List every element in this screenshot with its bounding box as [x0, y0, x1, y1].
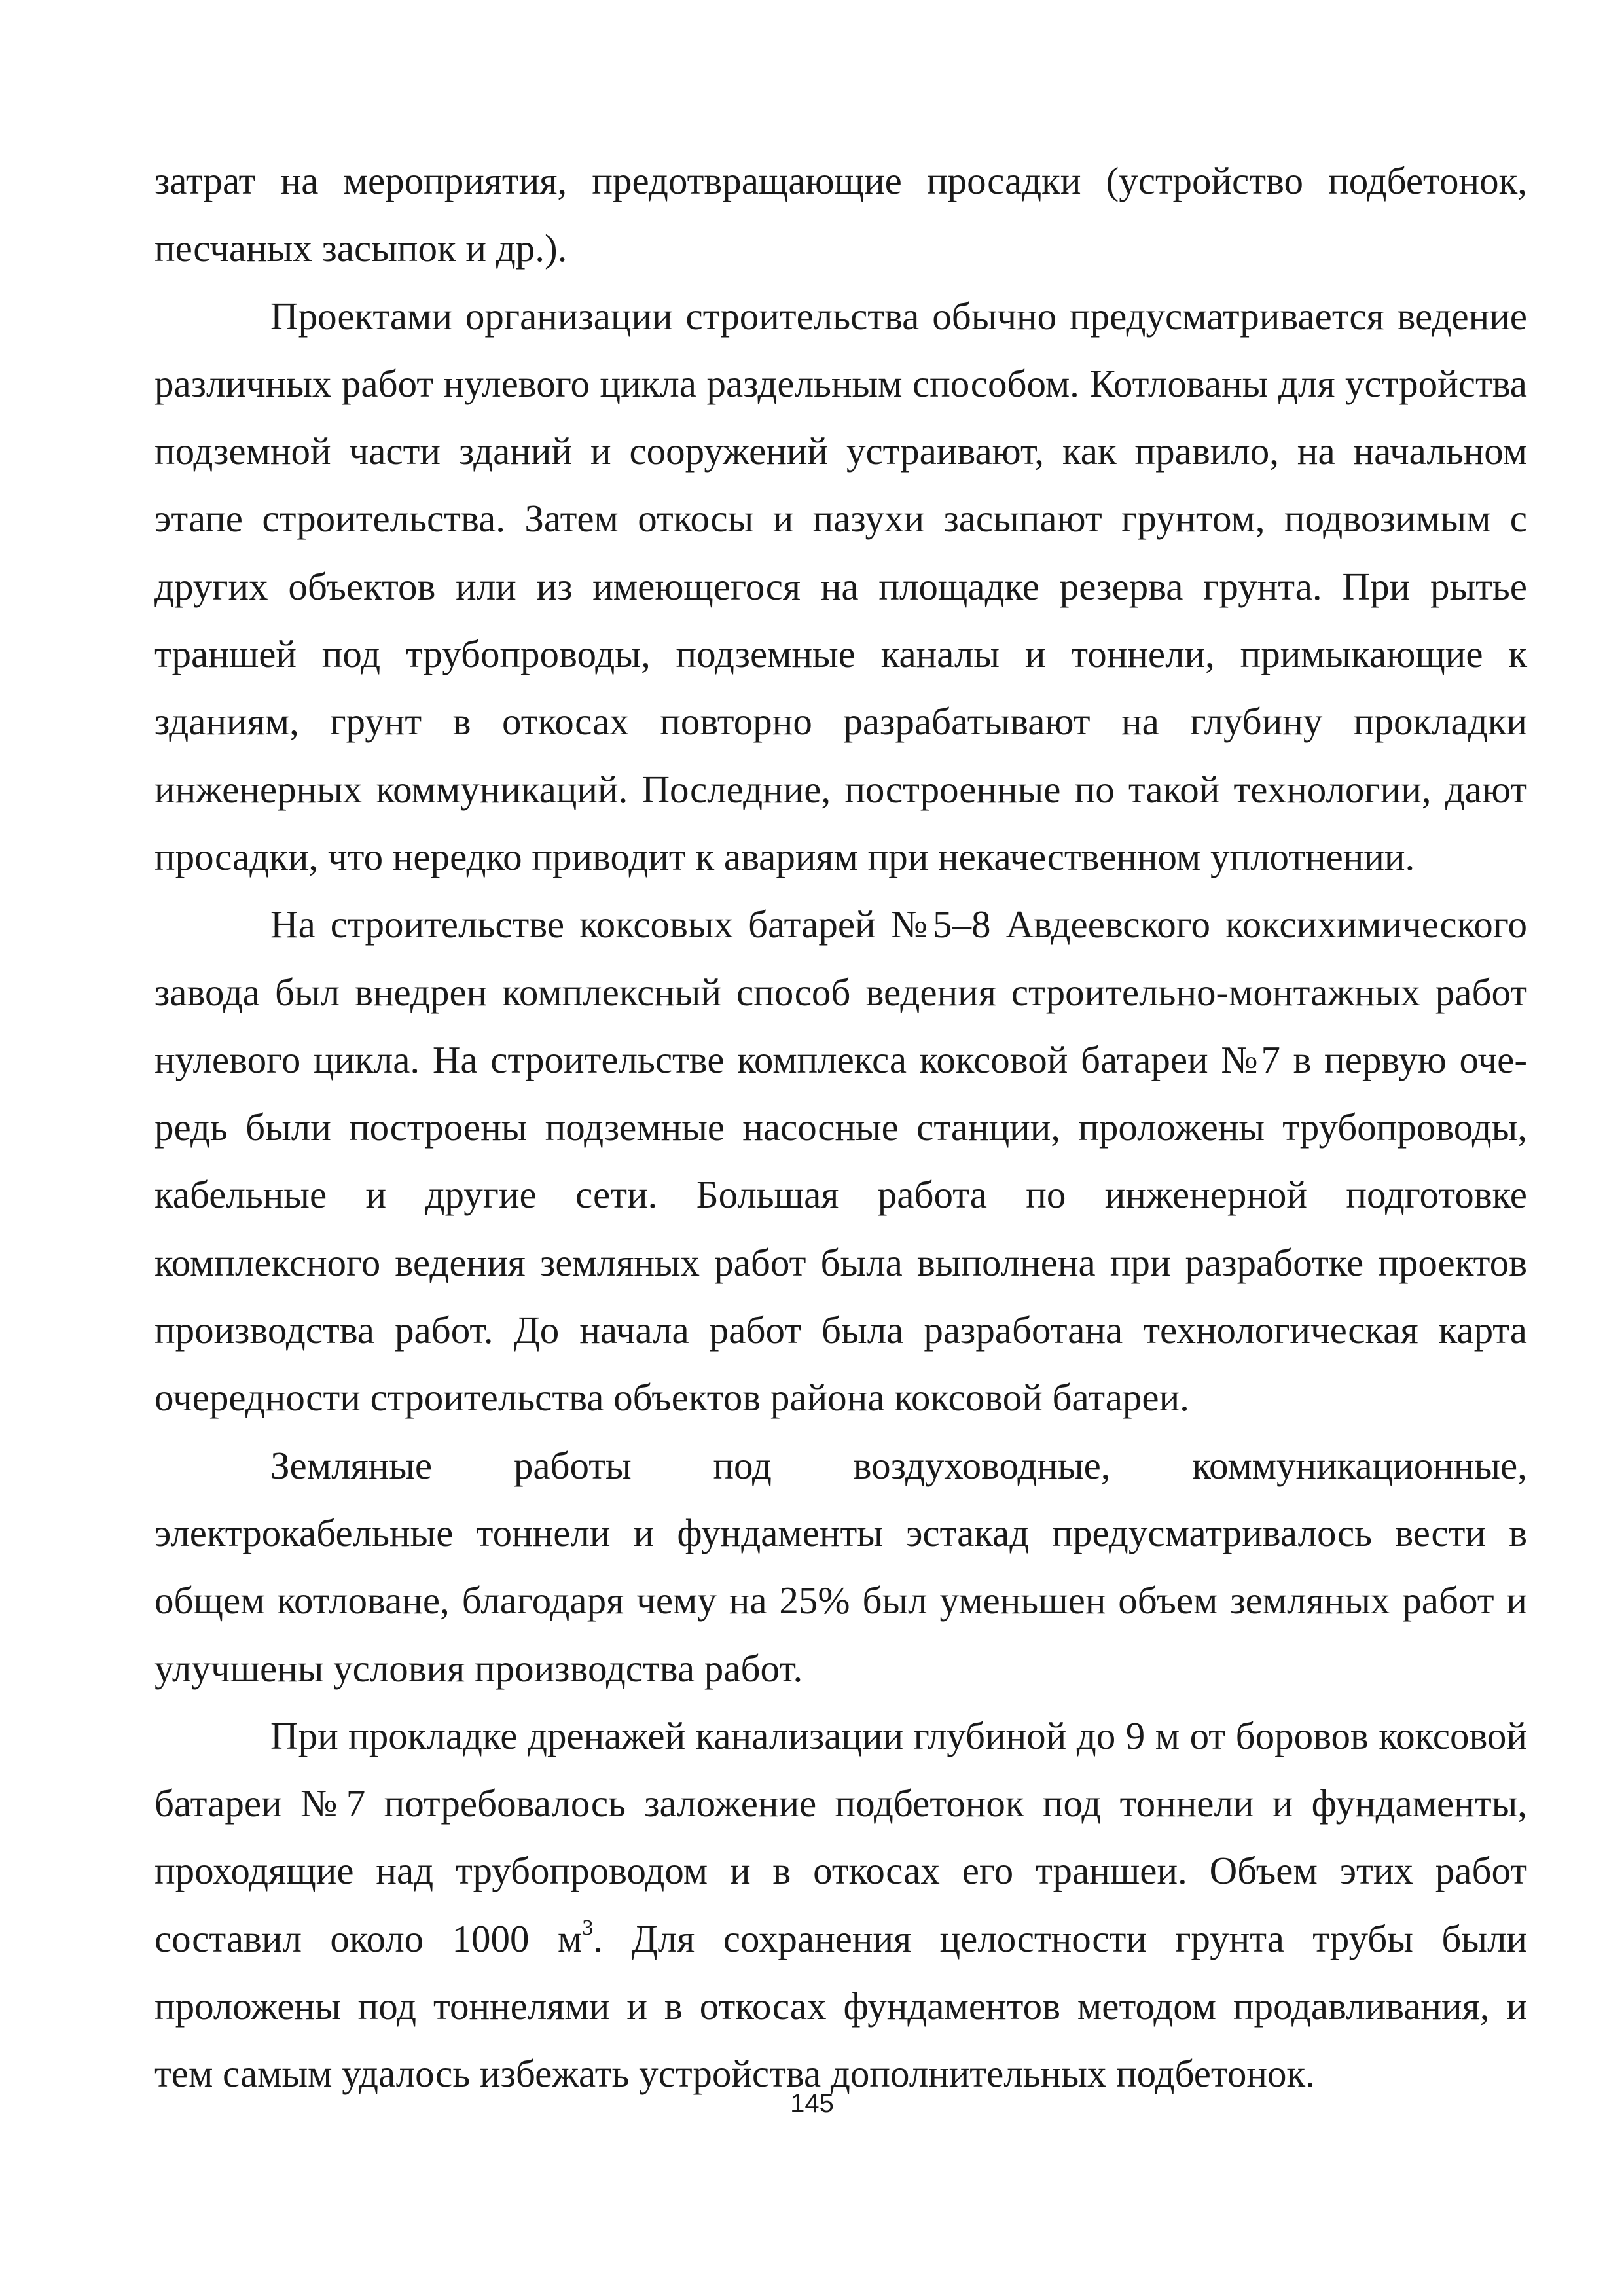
page-number: 145 — [790, 2089, 834, 2118]
paragraph-5 — [154, 1702, 1527, 2108]
paragraph-4: Земляные работы под воздуховодные, коммуникационные, электрокабельные тоннели и фундаменты эстакад предусматривалось вести в общем котловане, благодаря чему на 25% был уменьшен объем земляных работ и улучшены условия производства работ. — [154, 1443, 1527, 1690]
body-text — [154, 147, 1527, 2108]
paragraph-5-text-end: . Для сохранения целостности грунта трубы были проложены под тоннелями и в откосах фундаментов методом продавливания, и тем самым удалось избежать устройства дополнительных подбетонок. — [154, 1916, 1528, 2096]
paragraph-5-text-start: При прокладке дренажей канализации глубиной до 9 м от боровов коксовой батареи №7 потребовалось заложение подбетонок под тоннели и фундаменты, проходящие над трубопроводом и в откосах его траншеи. Объем этих работ составил около 1000 м — [154, 1713, 1527, 1960]
paragraph-1: затрат на мероприятия, предотвращающие просадки (устройство подбетонок, песчаных засыпок и др.). — [154, 159, 1527, 270]
paragraph-3: На строительстве коксовых батарей №5–8 Авдеевского коксихимического завода был внедрен комплексный способ ведения строительно-монтажных работ нулевого цикла. На строительстве комплекса коксовой батареи №7 в первую очередь были построены подземные насосные станции, проложены трубопроводы, кабельные и другие сети. Большая работа по инженерной подготовке комплексного ведения земляных работ была выполнена при разработке проектов производства работ. До начала работ была разработана технологическая карта очередности строительства объектов района коксовой батареи. — [154, 903, 1527, 1420]
cubic-superscript: 3 — [582, 1915, 594, 1940]
paragraph-2: Проектами организации строительства обычно предусматривается ведение различных работ нулевого цикла раздельным способом. Котлованы для устройства подземной части зданий и сооружений устраивают, как правило, на начальном этапе строительства. Затем откосы и пазухи засыпают грунтом, подвозимым с других объектов или из имеющегося на площадке резерва грунта. При рытье траншей под трубопроводы, подземные каналы и тоннели, примыкающие к зданиям, грунт в откосах повторно разрабатывают на глубину прокладки инженерных коммуникаций. Последние, построенные по такой технологии, дают просадки, что нередко приводит к авариям при некачественном уплотнении. — [154, 294, 1527, 878]
